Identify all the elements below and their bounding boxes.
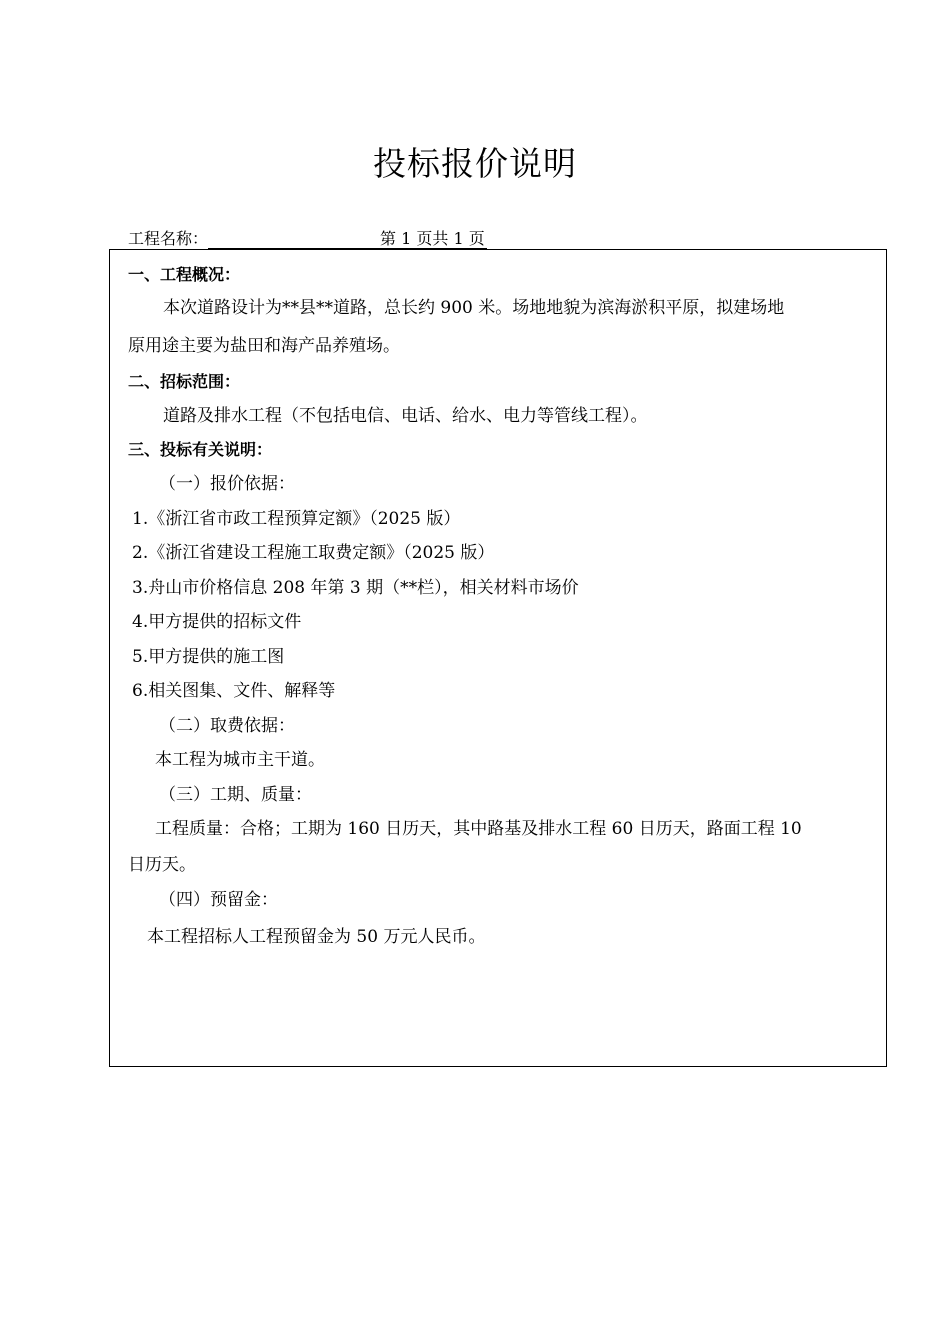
list-item: 3.舟山市价格信息 208 年第 3 期（**栏），相关材料市场价 <box>132 578 579 598</box>
document-subheader <box>128 226 487 249</box>
subsection-2-text: 本工程为城市主干道。 <box>155 750 325 770</box>
section-2-heading: 二、招标范围： <box>128 372 241 391</box>
subsection-1-heading: （一）报价依据： <box>159 474 295 494</box>
list-item: 1.《浙江省市政工程预算定额》（2025 版） <box>132 509 461 529</box>
list-item: 2.《浙江省建设工程施工取费定额》（2025 版） <box>132 543 495 563</box>
section-1-heading: 一、工程概况： <box>128 265 241 284</box>
list-item: 6.相关图集、文件、解释等 <box>132 681 336 701</box>
document-title: 投标报价说明 <box>373 144 577 183</box>
list-item: 5.甲方提供的施工图 <box>132 647 285 667</box>
subsection-3-heading: （三）工期、质量： <box>159 785 312 805</box>
subsection-2-heading: （二）取费依据： <box>159 716 295 736</box>
section-2-paragraph: 道路及排水工程（不包括电信、电话、给水、电力等管线工程）。 <box>163 406 648 426</box>
page-info: 第 1 页共 1 页 <box>380 229 485 248</box>
project-name-label: 工程名称： <box>128 229 209 248</box>
subsection-3-text-line-1: 工程质量：合格；工期为 160 日历天，其中路基及排水工程 60 日历天，路面工程 10 <box>155 819 802 839</box>
section-1-paragraph-line-1: 本次道路设计为**县**道路，总长约 900 米。场地地貌为滨海淤积平原，拟建场地 <box>163 298 785 318</box>
subsection-4-text: 本工程招标人工程预留金为 50 万元人民币。 <box>147 927 486 947</box>
project-name-blank <box>208 231 380 249</box>
subsection-3-text-line-2: 日历天。 <box>128 855 196 875</box>
section-3-heading: 三、投标有关说明： <box>128 440 273 459</box>
list-item: 4.甲方提供的招标文件 <box>132 612 302 632</box>
subsection-4-heading: （四）预留金： <box>159 890 278 910</box>
section-1-paragraph-line-2: 原用途主要为盐田和海产品养殖场。 <box>128 336 400 356</box>
